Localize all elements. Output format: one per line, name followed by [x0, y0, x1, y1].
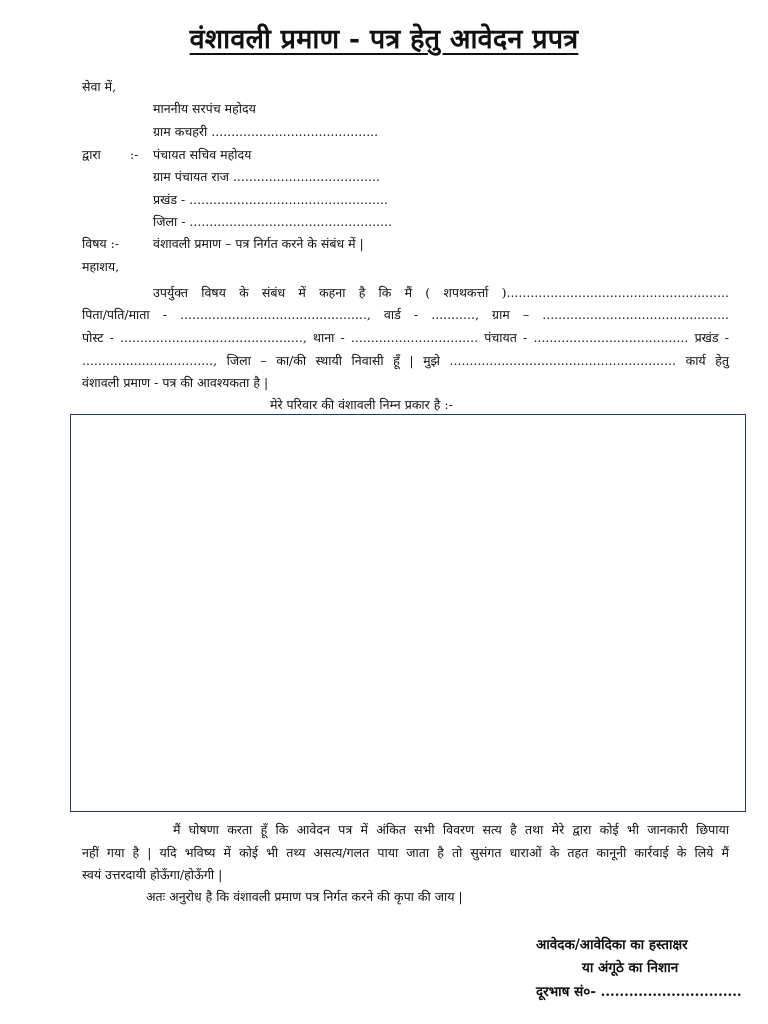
body-line: ................................., जिला – का/की स्थायी निवासी हूँ | मुझे ......................................................... कार्य हेतु [82, 353, 729, 368]
via-label: द्वारा [82, 147, 101, 162]
thumb-impression-label: या अंगूठे का निशान [582, 960, 679, 976]
declaration-line: नहीं गया है | यदि भविष्य में कोई भी तथ्य असत्य/गलत पाया जाता है तो सुसंगत धाराओं के तहत कानूनी कार्रवाई के लिये मैं [82, 845, 729, 860]
request-line: अतः अनुरोध है कि वंशावली प्रमाण पत्र निर्गत करने की कृपा की जाय | [146, 889, 463, 904]
district-line: जिला - ................................................... [153, 214, 393, 229]
declaration-line: मैं घोषणा करता हूँ कि आवेदन पत्र में अंकित सभी विवरण सत्य है तथा मेरे द्वारा कोई भी जानकारी छिपाया [173, 822, 729, 837]
subject-text: वंशावली प्रमाण – पत्र निर्गत करने के संबंध में | [153, 236, 364, 251]
salutation: महाशय, [82, 259, 120, 274]
body-line: पोस्ट - .............................................., थाना - ................................ पंचायत - ....................................... प्रखंड - [82, 330, 729, 345]
via-separator: :- [130, 147, 139, 162]
panchayat-line: ग्राम पंचायत राज ..................................... [153, 169, 380, 184]
family-tree-box[interactable] [70, 414, 746, 812]
body-line: पिता/पति/माता - ..............................................., वार्ड - ..........., ग्राम – ............................................... [82, 307, 729, 322]
phone-number-line: दूरभाष सं०- .............................. [536, 984, 742, 1000]
office-line: ग्राम कचहरी .......................................... [153, 124, 379, 139]
via-line: पंचायत सचिव महोदय [153, 147, 252, 162]
signature-label: आवेदक/आवेदिका का हस्ताक्षर [536, 937, 688, 953]
declaration-last: स्वयं उत्तरदायी होऊँगा/होऊँगी | [82, 867, 223, 882]
salutation-to: सेवा में, [82, 79, 117, 94]
block-line: प्रखंड - .................................................. [153, 192, 388, 207]
form-title: वंशावली प्रमाण - पत्र हेतु आवेदन प्रपत्र [189, 24, 579, 55]
subject-label: विषय :- [82, 236, 120, 251]
body-line: उपर्युक्त विषय के संबंध में कहना है कि मैं ( शपथकर्त्ता )........................................................ [153, 285, 729, 300]
body-line-last: वंशावली प्रमाण - पत्र की आवश्यकता है | [82, 375, 269, 390]
recipient-line: माननीय सरपंच महोदय [153, 101, 256, 116]
family-tree-heading: मेरे परिवार की वंशावली निम्न प्रकार है :- [270, 397, 453, 412]
